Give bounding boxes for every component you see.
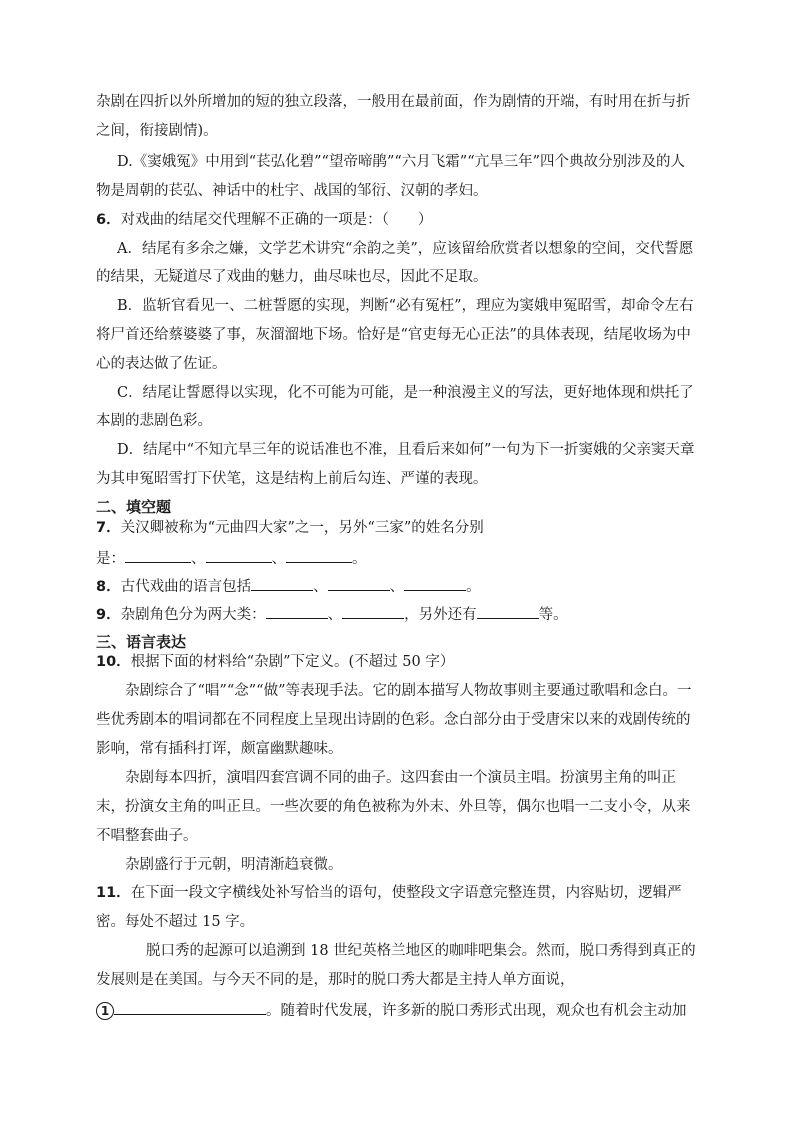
question-number: 11． [96,885,131,901]
answer-blank[interactable] [125,547,191,563]
question-10 [96,652,454,672]
separator: 、 [389,579,405,595]
question-text: 根据下面的材料给“杂剧”下定义。(不超过 50 字） [130,654,455,670]
material-line: 杂剧综合了“唱”“念”“做”等表现手法。它的剧本描写人物故事则主要通过歌唱和念白。一 [125,683,692,699]
answer-blank[interactable] [342,603,404,619]
option-b: B．监斩官看见一、二桩誓愿的实现，判断“必有冤枉”，理应为窦娥申冤昭雪，却命令左右 [117,298,694,314]
answer-blank[interactable] [404,575,466,591]
text-line: 将尸首还给蔡婆婆了事，灰溜溜地下场。恰好是“官吏每无心正法”的具体表现，结尾收场为中 [96,327,691,343]
separator: 、 [271,551,286,567]
material-line: 不唱整套曲子。 [96,828,198,844]
question-number: 10． [96,654,131,670]
separator: 。 [466,579,481,595]
separator: 、 [313,579,328,595]
circled-number-1: 1 [96,1002,114,1020]
question-text: 在下面一段文字横线处补写恰当的语句，使整段文字语意完整连贯，内容贴切，逻辑严 [130,885,682,901]
passage-text: 。随着时代发展，许多新的脱口秀形式出现，观众也有机会主动加 [266,1003,687,1019]
question-7 [96,518,484,538]
question-11 [96,883,682,903]
material-line: 影响，常有插科打诨，颇富幽默趣味。 [96,741,343,757]
text-line: 为其申冤昭雪打下伏笔，这是结构上前后勾连、严谨的表现。 [96,471,488,487]
answer-blank[interactable] [251,575,313,591]
separator: ，另外还有 [404,607,477,623]
question-number: 7． [96,520,121,536]
separator: 等。 [538,607,568,623]
text-line: 物是周朝的苌弘、神话中的杜宇、战国的邹衍、汉朝的孝妇。 [96,183,488,199]
separator: 、 [327,607,343,623]
question-text: 对戏曲的结尾交代理解不正确的一项是：（ ） [120,212,433,228]
material-line: 些优秀剧本的唱词都在不同程度上呈现出诗剧的色彩。念白部分由于受唐宋以来的戏剧传统的 [96,712,691,728]
answer-blank[interactable] [286,547,352,563]
question-8 [96,575,481,597]
text-line: 密。每处不超过 15 字。 [96,914,255,930]
material-line: 杂剧盛行于元朝，明清渐趋衰微。 [125,857,343,873]
text-line: 的结果，无疑道尽了戏曲的魅力，曲尽味也尽，因此不足取。 [96,269,488,285]
question-9 [96,603,568,625]
question-6 [96,210,432,230]
material-line: 末，扮演女主角的叫正旦。一些次要的角色被称为外末、外旦等，偶尔也唱一二支小令，从来 [96,799,691,815]
answer-blank[interactable] [114,999,266,1015]
question-number: 8． [96,579,121,595]
section-heading-language: 三、语言表达 [96,633,187,651]
text-line: 之间，衔接剧情)。 [96,123,218,139]
option-d: D．结尾中“不知亢旱三年的说话准也不准，且看后来如何”一句为下一折窦娥的父亲窦天章 [117,442,695,458]
section-heading-fill-blank: 二、填空题 [96,498,172,516]
text-line: D.《窦娥冤》中用到“苌弘化碧”“望帝啼鹃”“六月飞霜”“亢旱三年”四个典故分别涉及的人 [117,154,686,170]
question-text: 杂剧角色分为两大类： [120,607,266,623]
passage-line: 脱口秀的起源可以追溯到 18 世纪英格兰地区的咖啡吧集会。然而，脱口秀得到真正的 [146,943,696,959]
answer-blank[interactable] [206,547,272,563]
answer-blank[interactable] [328,575,390,591]
option-a: A．结尾有多余之嫌，文学艺术讲究“余韵之美”，应该留给欣赏者以想象的空间，交代誓愿 [117,241,694,257]
question-number: 6． [96,212,121,228]
passage-line-with-blank [96,999,687,1021]
question-number: 9． [96,607,121,623]
question-text: 关汉卿被称为“元曲四大家”之一，另外“三家”的姓名分别 [120,520,484,536]
separator: 。 [352,551,367,567]
option-c: C．结尾让誓愿得以实现，化不可能为可能，是一种浪漫主义的写法，更好地体现和烘托了 [117,385,694,401]
separator: 、 [191,551,206,567]
passage-line: 发展则是在美国。与今天不同的是，那时的脱口秀大都是主持人单方面说， [96,972,575,988]
text-line: 杂剧在四折以外所增加的短的独立段落，一般用在最前面，作为剧情的开端，有时用在折与折 [96,94,691,110]
material-line: 杂剧每本四折，演唱四套宫调不同的曲子。这四套由一个演员主唱。扮演男主角的叫正 [125,770,676,786]
question-7-answers [96,547,367,569]
answer-blank[interactable] [266,603,328,619]
question-text: 古代戏曲的语言包括 [120,579,252,595]
answer-blank[interactable] [477,603,539,619]
answer-prefix: 是： [96,551,125,567]
text-line: 本剧的悲剧色彩。 [96,413,212,429]
text-line: 心的表达做了佐证。 [96,356,227,372]
